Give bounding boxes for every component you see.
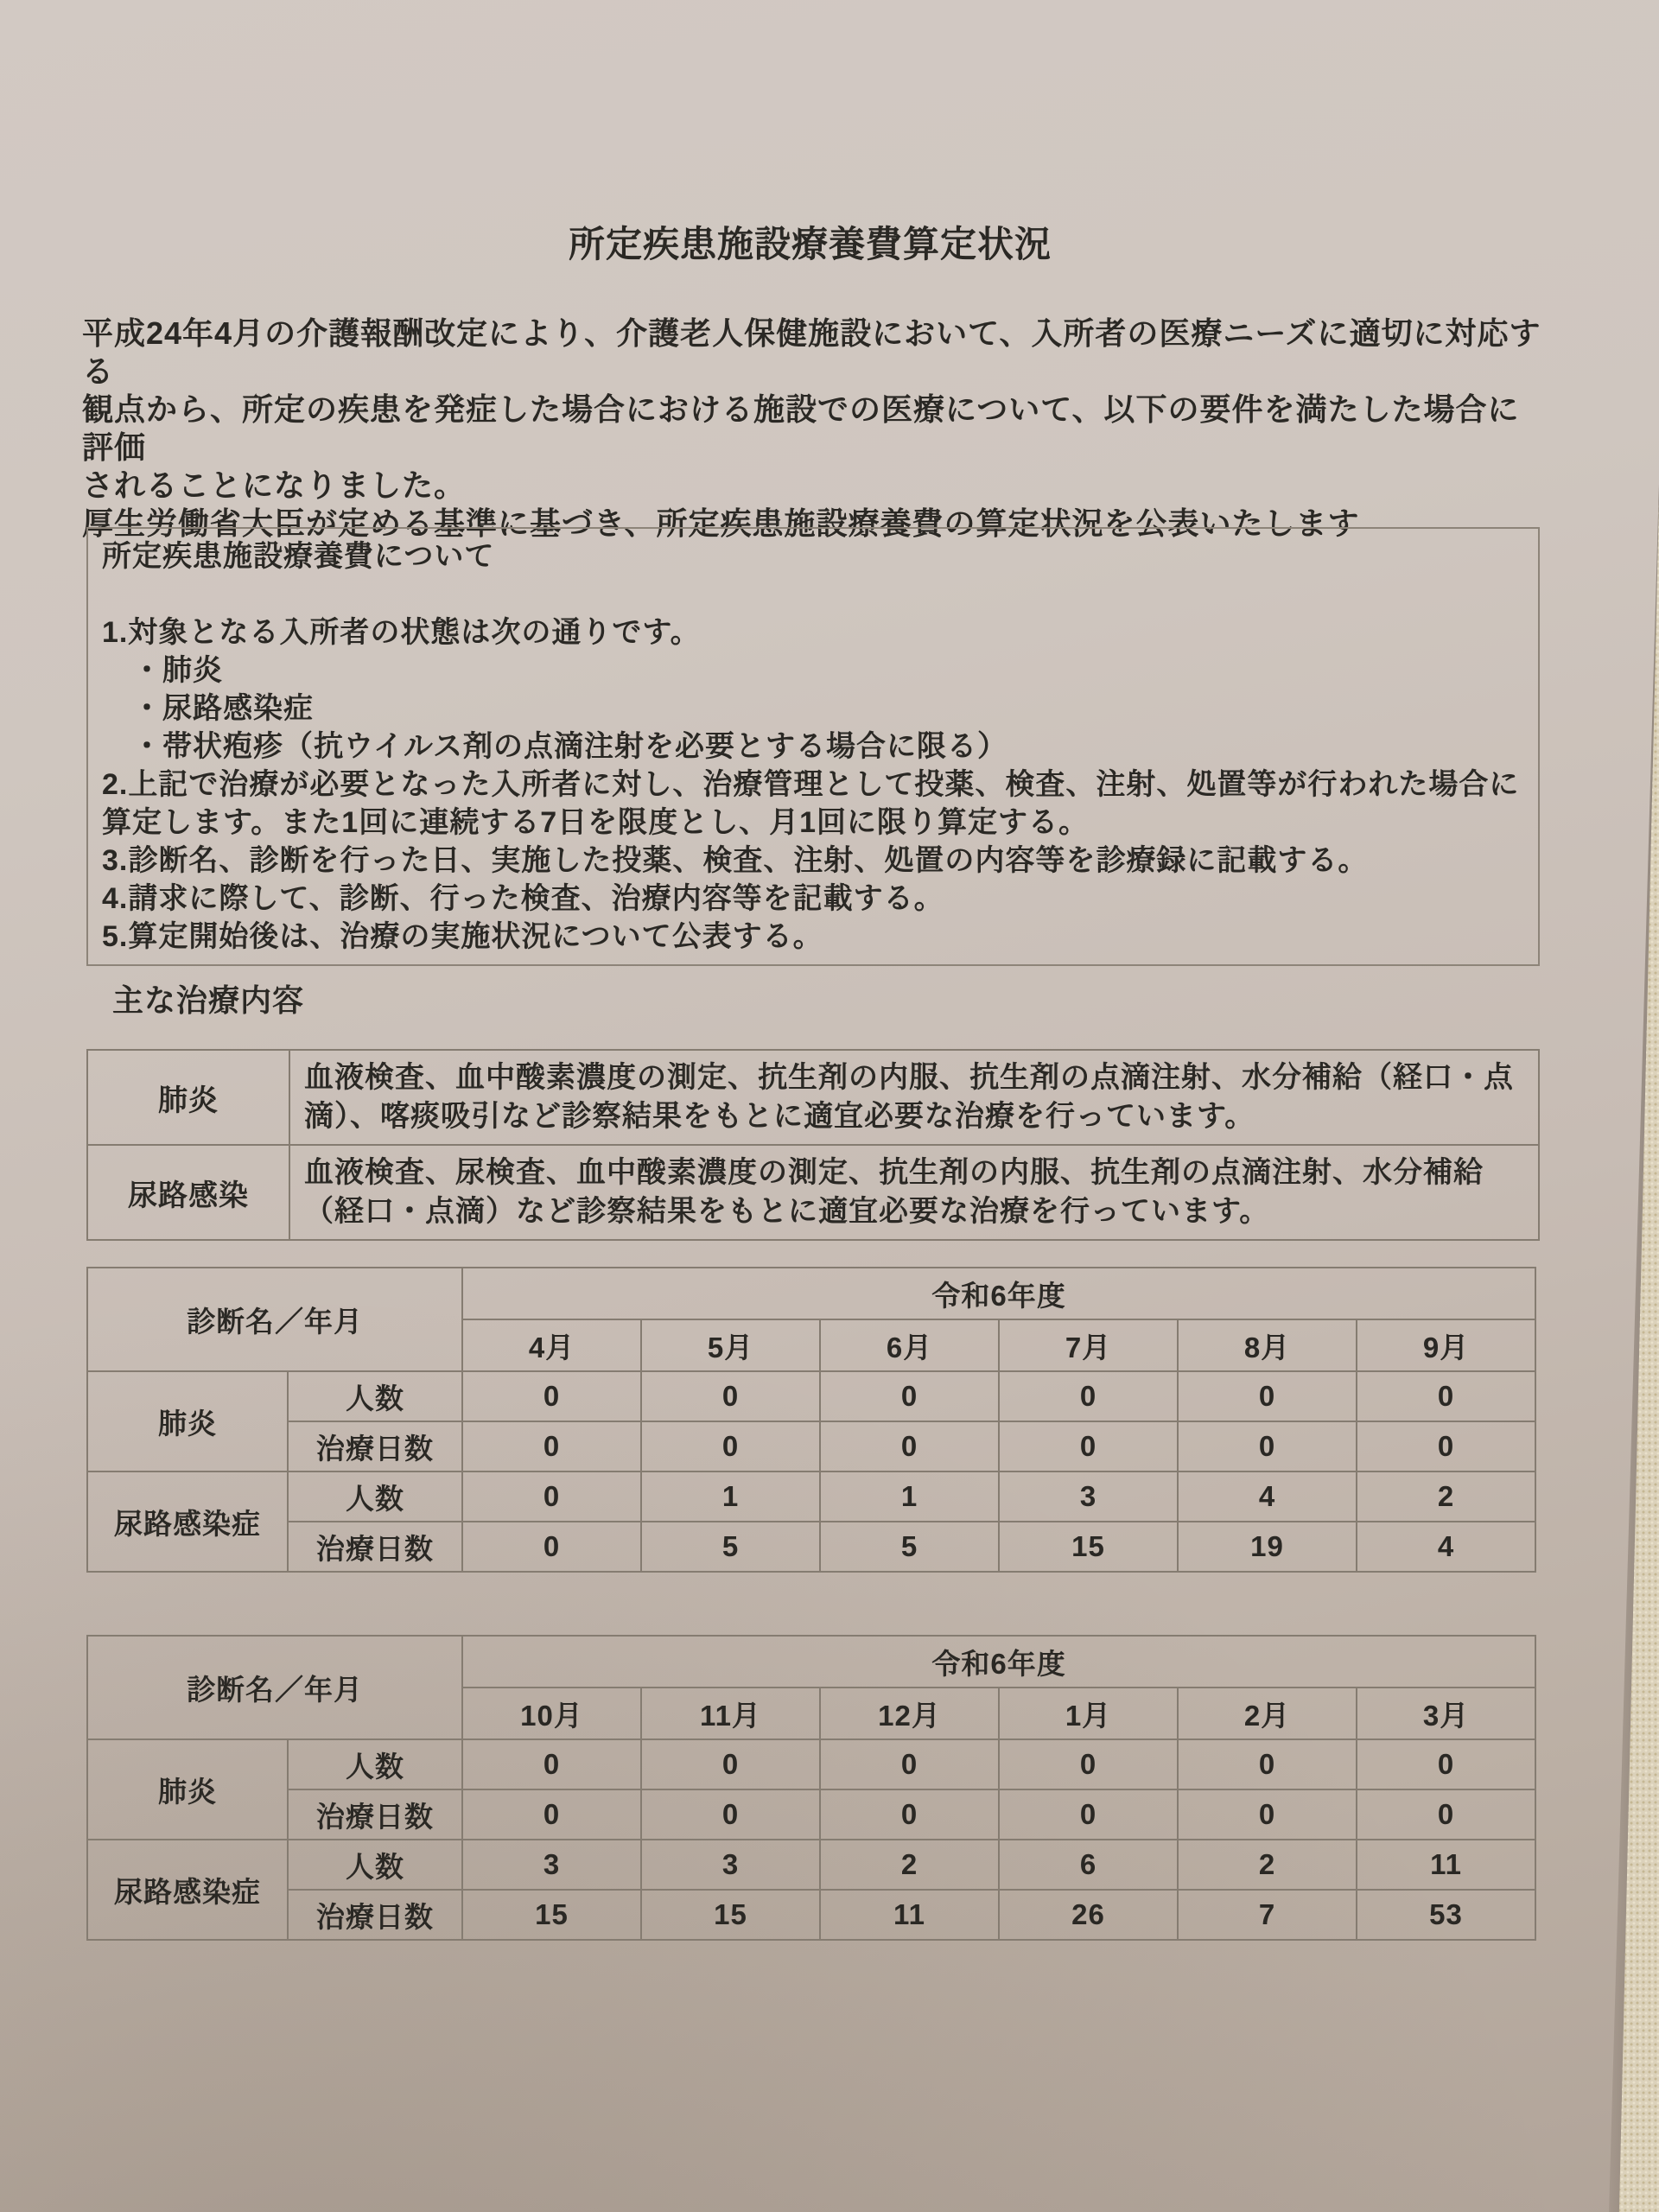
intro-line: 平成24年4月の介護報酬改定により、介護老人保健施設において、入所者の医療ニーズに適切に対応する [82,315,1541,389]
about-box-line: ・帯状疱疹（抗ウイルス剤の点滴注射を必要とする場合に限る） [102,730,1007,763]
value-cell: 15 [462,1890,641,1940]
treatment-table [86,1049,1540,1241]
value-cell: 0 [1178,1371,1357,1421]
table-row [87,1268,1535,1319]
metric-cell: 人数 [288,1739,462,1789]
month-header-cell: 12月 [820,1688,999,1739]
treatment-text-cell: 血液検査、血中酸素濃度の測定、抗生剤の内服、抗生剤の点滴注射、水分補給（経口・点滴）、喀痰吸引など診察結果をもとに適宜必要な治療を行っています。 [289,1050,1539,1145]
value-cell: 1 [820,1471,999,1522]
intro-line: されることになりました。 [82,467,467,503]
value-cell: 26 [999,1890,1178,1940]
value-cell: 5 [641,1522,820,1572]
metric-cell: 人数 [288,1840,462,1890]
value-cell: 0 [641,1789,820,1840]
treatment-section-heading: 主な治療内容 [112,982,305,1018]
value-cell: 0 [1357,1789,1535,1840]
about-box-heading: 所定疾患施設療養費について [102,540,495,573]
value-cell: 3 [641,1840,820,1890]
table-row [87,1145,1539,1240]
metric-cell: 治療日数 [288,1789,462,1840]
month-header-cell: 11月 [641,1688,820,1739]
value-cell: 6 [999,1840,1178,1890]
value-cell: 2 [1178,1840,1357,1890]
table-row [87,1050,1539,1145]
metric-cell: 人数 [288,1371,462,1421]
intro-line: 観点から、所定の疾患を発症した場合における施設での医療について、以下の要件を満たした場合に評価 [82,391,1520,465]
value-cell: 0 [462,1739,641,1789]
about-box-line: ・肺炎 [102,654,223,687]
value-cell: 0 [820,1371,999,1421]
value-cell: 15 [999,1522,1178,1572]
table-row [87,1739,1535,1789]
value-cell: 0 [820,1421,999,1471]
value-cell: 11 [820,1890,999,1940]
disease-cell: 肺炎 [87,1739,288,1840]
monthly-table-apr-sep [86,1267,1536,1573]
value-cell: 11 [1357,1840,1535,1890]
table-row [87,1636,1535,1688]
about-box-line: ・尿路感染症 [102,692,314,725]
metric-cell: 治療日数 [288,1522,462,1572]
disease-cell: 尿路感染症 [87,1471,288,1572]
table-row [87,1840,1535,1890]
treatment-label-cell: 尿路感染 [87,1145,289,1240]
value-cell: 0 [462,1789,641,1840]
year-header-cell: 令和6年度 [462,1268,1535,1319]
value-cell: 2 [1357,1471,1535,1522]
value-cell: 1 [641,1471,820,1522]
month-header-cell: 5月 [641,1319,820,1371]
disease-cell: 尿路感染症 [87,1840,288,1940]
value-cell: 53 [1357,1890,1535,1940]
table-row [87,1522,1535,1572]
intro-paragraph [82,315,1551,543]
month-header-cell: 10月 [462,1688,641,1739]
metric-cell: 治療日数 [288,1890,462,1940]
value-cell: 0 [999,1421,1178,1471]
value-cell: 0 [641,1371,820,1421]
table-row [87,1421,1535,1471]
month-header-cell: 8月 [1178,1319,1357,1371]
table-row [87,1471,1535,1522]
value-cell: 0 [999,1789,1178,1840]
intro-line: 厚生労働省大臣が定める基準に基づき、所定疾患施設療養費の算定状況を公表いたします [82,505,1360,541]
value-cell: 0 [1178,1789,1357,1840]
value-cell: 0 [641,1421,820,1471]
month-header-cell: 6月 [820,1319,999,1371]
value-cell: 0 [820,1739,999,1789]
page-title: 所定疾患施設療養費算定状況 [568,224,1052,264]
value-cell: 0 [1357,1421,1535,1471]
value-cell: 0 [820,1789,999,1840]
value-cell: 3 [999,1471,1178,1522]
table-row [87,1789,1535,1840]
value-cell: 0 [462,1421,641,1471]
about-box-line: 3.診断名、診断を行った日、実施した投薬、検査、注射、処置の内容等を診療録に記載する。 [102,844,1369,877]
month-header-cell: 1月 [999,1688,1178,1739]
treatment-label-cell: 肺炎 [87,1050,289,1145]
metric-cell: 治療日数 [288,1421,462,1471]
table-corner-cell: 診断名／年月 [87,1268,462,1371]
value-cell: 0 [462,1471,641,1522]
value-cell: 0 [1178,1421,1357,1471]
value-cell: 4 [1357,1522,1535,1572]
table-row [87,1371,1535,1421]
metric-cell: 人数 [288,1471,462,1522]
about-box-line: 4.請求に際して、診断、行った検査、治療内容等を記載する。 [102,882,944,915]
value-cell: 0 [1357,1371,1535,1421]
about-box-line: 2.上記で治療が必要となった入所者に対し、治療管理として投薬、検査、注射、処置等が行われた場合に算定します。また1回に連続する7日を限度とし、月1回に限り算定する。 [102,768,1520,839]
month-header-cell: 4月 [462,1319,641,1371]
value-cell: 0 [999,1371,1178,1421]
value-cell: 0 [1357,1739,1535,1789]
value-cell: 7 [1178,1890,1357,1940]
table-row [87,1890,1535,1940]
month-header-cell: 2月 [1178,1688,1357,1739]
year-header-cell: 令和6年度 [462,1636,1535,1688]
value-cell: 19 [1178,1522,1357,1572]
about-box-line: 1.対象となる入所者の状態は次の通りです。 [102,616,701,649]
value-cell: 15 [641,1890,820,1940]
value-cell: 0 [1178,1739,1357,1789]
value-cell: 3 [462,1840,641,1890]
treatment-text-cell: 血液検査、尿検査、血中酸素濃度の測定、抗生剤の内服、抗生剤の点滴注射、水分補給（経口・点滴）など診察結果をもとに適宜必要な治療を行っています。 [289,1145,1539,1240]
value-cell: 4 [1178,1471,1357,1522]
about-box [86,527,1540,966]
disease-cell: 肺炎 [87,1371,288,1471]
value-cell: 5 [820,1522,999,1572]
value-cell: 2 [820,1840,999,1890]
value-cell: 0 [641,1739,820,1789]
value-cell: 0 [462,1371,641,1421]
value-cell: 0 [462,1522,641,1572]
month-header-cell: 3月 [1357,1688,1535,1739]
about-box-line: 5.算定開始後は、治療の実施状況について公表する。 [102,920,823,953]
value-cell: 0 [999,1739,1178,1789]
blank-line [102,575,1524,613]
month-header-cell: 9月 [1357,1319,1535,1371]
monthly-table-oct-mar [86,1635,1536,1941]
table-corner-cell: 診断名／年月 [87,1636,462,1739]
month-header-cell: 7月 [999,1319,1178,1371]
